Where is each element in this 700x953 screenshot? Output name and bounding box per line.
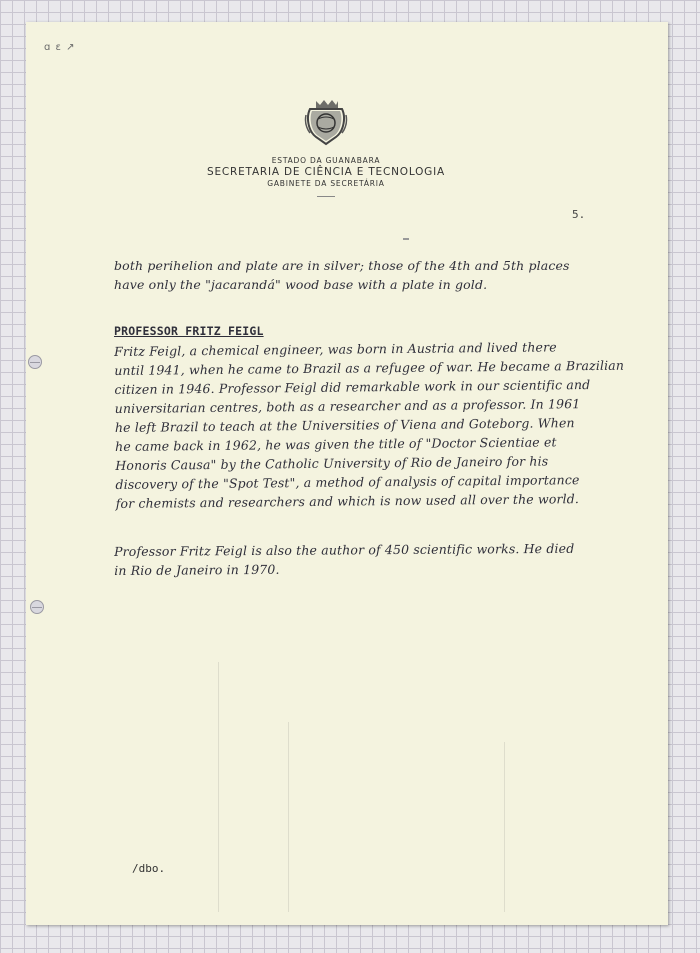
coat-of-arms-icon bbox=[302, 97, 350, 147]
text-line: both perihelion and plate are in silver; those of the 4th and 5th places bbox=[114, 258, 570, 273]
letterhead-divider bbox=[317, 196, 335, 197]
text-line: until 1941, when he came to Brazil as a refugee of war. He became a Brazilian bbox=[114, 357, 625, 378]
biography-paragraph bbox=[114, 337, 625, 513]
letterhead-office: GABINETE DA SECRETÁRIA bbox=[267, 179, 385, 188]
text-line: universitarian centres, both as a researcher and as a professor. In 1961 bbox=[114, 396, 581, 416]
letterhead-state: ESTADO DA GUANABARA bbox=[271, 156, 381, 165]
text-line: Fritz Feigl, a chemical engineer, was born in Austria and lived there bbox=[114, 339, 557, 359]
text-line: discovery of the "Spot Test", a method of analysis of capital importance bbox=[115, 472, 580, 492]
corner-handwritten-mark: ɑ ɛ ↗ bbox=[44, 42, 76, 53]
ink-mark bbox=[403, 238, 409, 240]
text-line: in Rio de Janeiro in 1970. bbox=[114, 561, 280, 578]
page-number: 5. bbox=[572, 208, 586, 221]
section-heading: PROFESSOR FRITZ FEIGL bbox=[114, 324, 264, 338]
text-line: Professor Fritz Feigl is also the author of 450 scientific works. He died bbox=[114, 540, 575, 559]
text-line: citizen in 1946. Professor Feigl did remarkable work in our scientific and bbox=[114, 377, 591, 397]
punch-hole bbox=[28, 355, 42, 369]
letterhead-department: SECRETARIA DE CIÊNCIA E TECNOLOGIA bbox=[206, 166, 445, 178]
paper-crease bbox=[218, 662, 219, 912]
works-paragraph bbox=[114, 539, 614, 580]
letterhead bbox=[176, 156, 476, 197]
text-line: he left Brazil to teach at the Universities of Viena and Goteborg. When bbox=[114, 415, 575, 435]
text-line: Honoris Causa" by the Catholic University of Rio de Janeiro for his bbox=[115, 453, 549, 473]
typist-reference: /dbo. bbox=[132, 862, 166, 875]
intro-paragraph bbox=[114, 256, 614, 294]
text-line: for chemists and researchers and which is now used all over the world. bbox=[115, 491, 580, 511]
punch-hole bbox=[30, 600, 44, 614]
paper-crease bbox=[504, 742, 505, 912]
paper-crease bbox=[288, 722, 289, 912]
document-page bbox=[26, 22, 668, 925]
text-line: he came back in 1962, he was given the title of "Doctor Scientiae et bbox=[115, 434, 557, 454]
text-line: have only the "jacarandá" wood base with a plate in gold. bbox=[114, 277, 488, 292]
